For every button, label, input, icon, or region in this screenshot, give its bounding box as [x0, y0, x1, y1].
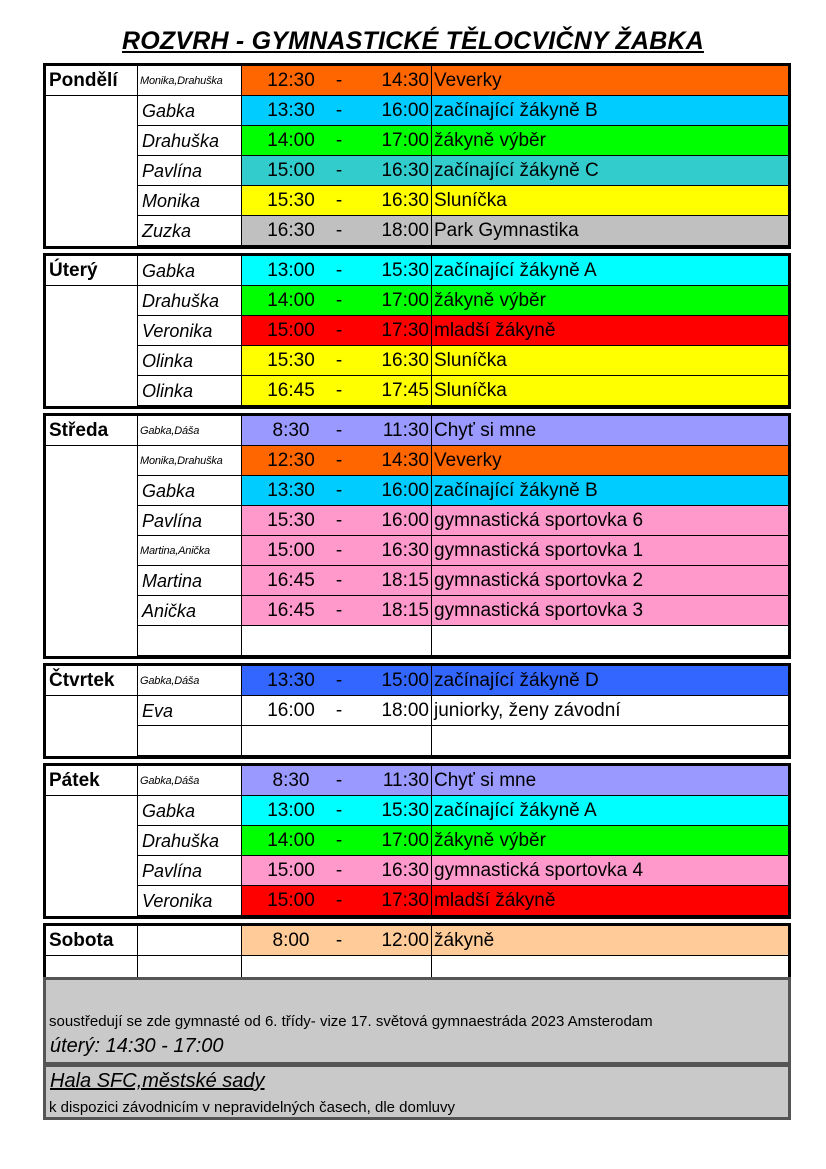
day-name [46, 726, 138, 756]
start-time [242, 626, 334, 655]
day-block [43, 763, 791, 919]
end-time: 16:00 [344, 506, 432, 535]
group-name [432, 726, 788, 755]
start-time: 14:00 [267, 130, 315, 151]
start-time: 16:30 [267, 220, 315, 241]
day-name [46, 566, 138, 596]
time-dash: - [335, 350, 343, 371]
start-time: 8:30 [272, 420, 310, 441]
end-time: 18:00 [344, 696, 432, 725]
schedule-row [46, 856, 788, 886]
group-name: gymnastická sportovka 2 [434, 570, 644, 591]
start-time: 15:30 [267, 190, 315, 211]
group-name: gymnastická sportovka 4 [434, 860, 644, 881]
session-bar [242, 96, 788, 126]
end-time: 16:00 [344, 96, 432, 125]
group-name: Chyť si mne [434, 420, 537, 441]
end-time: 17:45 [344, 376, 432, 405]
trainer-cell: Olinka [138, 346, 242, 376]
session-bar [242, 506, 788, 536]
group-name: Sluníčka [434, 380, 507, 401]
schedule-row [46, 316, 788, 346]
day-block [43, 63, 791, 249]
time-dash: - [335, 420, 343, 441]
day-name [46, 626, 138, 656]
day-name [46, 96, 138, 126]
session-bar [242, 346, 788, 376]
trainer-cell: Gabka [138, 256, 242, 286]
session-bar [242, 156, 788, 186]
end-time: 17:00 [344, 126, 432, 155]
schedule-row [46, 666, 788, 696]
trainer-cell: Martina,Anička [138, 536, 242, 566]
time-dash: - [335, 260, 343, 281]
start-time: 13:30 [267, 480, 315, 501]
trainer-cell [138, 726, 242, 756]
time-dash: - [335, 380, 343, 401]
trainer-cell: Monika,Drahuška [138, 66, 242, 96]
schedule-row [46, 536, 788, 566]
trainer-cell: Drahuška [138, 286, 242, 316]
day-name [46, 536, 138, 566]
time-dash: - [335, 290, 343, 311]
session-bar [242, 216, 788, 246]
day-name [46, 186, 138, 216]
trainer-cell: Drahuška [138, 826, 242, 856]
day-name: Sobota [46, 926, 138, 956]
time-dash: - [335, 130, 343, 151]
time-dash: - [335, 860, 343, 881]
start-time: 14:00 [267, 290, 315, 311]
session-bar [242, 126, 788, 156]
time-dash: - [335, 480, 343, 501]
start-time: 15:30 [267, 510, 315, 531]
trainer-cell: Gabka,Dáša [138, 416, 242, 446]
end-time: 18:00 [344, 216, 432, 245]
day-name [46, 286, 138, 316]
session-bar [242, 796, 788, 826]
session-bar [242, 186, 788, 216]
group-name: juniorky, ženy závodní [434, 700, 621, 721]
schedule-row [46, 476, 788, 506]
group-name: začínající žákyně A [434, 800, 597, 821]
session-bar [242, 626, 788, 656]
day-name [46, 216, 138, 246]
start-time [242, 726, 334, 755]
start-time: 13:30 [267, 100, 315, 121]
start-time: 15:30 [267, 350, 315, 371]
end-time: 15:30 [344, 796, 432, 825]
day-name [46, 886, 138, 916]
time-dash: - [335, 160, 343, 181]
session-bar [242, 856, 788, 886]
session-bar [242, 726, 788, 756]
time-dash: - [335, 890, 343, 911]
time-dash: - [335, 70, 343, 91]
end-time: 16:30 [344, 856, 432, 885]
session-bar [242, 566, 788, 596]
day-name [46, 796, 138, 826]
group-name: žákyně [434, 930, 495, 951]
schedule-row [46, 286, 788, 316]
session-bar [242, 596, 788, 626]
schedule-row [46, 96, 788, 126]
schedule-row [46, 416, 788, 446]
page-title: ROZVRH - GYMNASTICKÉ TĚLOCVIČNY ŽABKA [122, 27, 704, 55]
end-time [344, 626, 432, 655]
end-time: 18:15 [344, 566, 432, 595]
end-time: 17:00 [344, 286, 432, 315]
schedule-row [46, 626, 788, 656]
session-bar [242, 256, 788, 286]
trainer-cell: Eva [138, 696, 242, 726]
trainer-cell: Gabka [138, 96, 242, 126]
end-time: 17:00 [344, 826, 432, 855]
session-bar [242, 476, 788, 506]
end-time [344, 726, 432, 755]
end-time: 11:30 [344, 766, 432, 795]
end-time: 11:30 [344, 416, 432, 445]
trainer-cell: Gabka,Dáša [138, 766, 242, 796]
footer-note-box [43, 977, 791, 1065]
session-bar [242, 926, 788, 956]
schedule-row [46, 186, 788, 216]
session-bar [242, 66, 788, 96]
time-dash [334, 726, 344, 755]
time-dash: - [335, 600, 343, 621]
trainer-cell: Gabka [138, 796, 242, 826]
trainer-cell: Olinka [138, 376, 242, 406]
end-time: 17:30 [344, 316, 432, 345]
session-bar [242, 536, 788, 566]
start-time: 8:30 [272, 770, 310, 791]
start-time: 16:45 [267, 600, 315, 621]
trainer-cell: Gabka [138, 476, 242, 506]
end-time: 15:30 [344, 256, 432, 285]
group-name: začínající žákyně D [434, 670, 599, 691]
trainer-cell: Martina [138, 566, 242, 596]
session-bar [242, 766, 788, 796]
trainer-cell: Gabka,Dáša [138, 666, 242, 696]
group-name: začínající žákyně B [434, 480, 598, 501]
group-name: začínající žákyně C [434, 160, 599, 181]
time-dash: - [335, 930, 343, 951]
trainer-cell: Zuzka [138, 216, 242, 246]
group-name [432, 626, 788, 655]
schedule-row [46, 726, 788, 756]
end-time: 16:30 [344, 156, 432, 185]
trainer-cell [138, 626, 242, 656]
group-name: Veverky [434, 70, 502, 91]
schedule-row [46, 256, 788, 286]
end-time: 17:30 [344, 886, 432, 915]
trainer-cell: Veronika [138, 316, 242, 346]
day-name [46, 826, 138, 856]
group-name: žákyně výběr [434, 130, 546, 151]
start-time: 13:30 [267, 670, 315, 691]
schedule-row [46, 926, 788, 956]
end-time: 16:30 [344, 186, 432, 215]
day-name [46, 506, 138, 536]
group-name: mladší žákyně [434, 320, 556, 341]
group-name: žákyně výběr [434, 830, 546, 851]
session-bar [242, 316, 788, 346]
day-name: Čtvrtek [46, 666, 138, 696]
trainer-cell: Drahuška [138, 126, 242, 156]
time-dash: - [335, 190, 343, 211]
day-name [46, 446, 138, 476]
day-block [43, 253, 791, 409]
group-name: Veverky [434, 450, 502, 471]
schedule-row [46, 376, 788, 406]
schedule-row [46, 446, 788, 476]
trainer-cell: Pavlína [138, 156, 242, 186]
group-name: začínající žákyně B [434, 100, 598, 121]
day-name [46, 596, 138, 626]
group-name: Sluníčka [434, 350, 507, 371]
end-time: 12:00 [344, 926, 432, 955]
group-name: mladší žákyně [434, 890, 556, 911]
day-name [46, 476, 138, 506]
time-dash: - [335, 320, 343, 341]
session-bar [242, 696, 788, 726]
start-time: 15:00 [267, 160, 315, 181]
session-bar [242, 376, 788, 406]
trainer-cell: Monika,Drahuška [138, 446, 242, 476]
schedule-row [46, 66, 788, 96]
group-name: Sluníčka [434, 190, 507, 211]
time-dash: - [335, 830, 343, 851]
start-time: 12:30 [267, 450, 315, 471]
schedule-row [46, 796, 788, 826]
end-time: 16:30 [344, 536, 432, 565]
day-name [46, 316, 138, 346]
trainer-cell [138, 926, 242, 956]
day-name: Pátek [46, 766, 138, 796]
start-time: 16:45 [267, 570, 315, 591]
group-name: Chyť si mne [434, 770, 537, 791]
trainer-cell: Veronika [138, 886, 242, 916]
end-time: 15:00 [344, 666, 432, 695]
end-time: 16:30 [344, 346, 432, 375]
start-time: 16:45 [267, 380, 315, 401]
day-name [46, 856, 138, 886]
group-name: gymnastická sportovka 1 [434, 540, 644, 561]
schedule-row [46, 346, 788, 376]
session-bar [242, 286, 788, 316]
time-dash: - [335, 510, 343, 531]
day-name [46, 346, 138, 376]
schedule-row [46, 596, 788, 626]
start-time: 15:00 [267, 320, 315, 341]
start-time: 15:00 [267, 860, 315, 881]
schedule-row [46, 826, 788, 856]
trainer-cell: Pavlína [138, 856, 242, 886]
start-time: 15:00 [267, 540, 315, 561]
time-dash: - [335, 800, 343, 821]
start-time: 16:00 [267, 700, 315, 721]
session-bar [242, 826, 788, 856]
schedule-row [46, 156, 788, 186]
schedule-row [46, 506, 788, 536]
start-time: 13:00 [267, 260, 315, 281]
day-name [46, 376, 138, 406]
group-name: začínající žákyně A [434, 260, 597, 281]
schedule-row [46, 886, 788, 916]
end-time: 14:30 [344, 66, 432, 95]
footer-availability: k dispozici závodnicím v nepravidelných časech, dle domluvy [49, 1099, 456, 1116]
time-dash: - [335, 450, 343, 471]
day-block [43, 413, 791, 659]
schedule-row [46, 126, 788, 156]
footer-hall: Hala SFC,městské sady [50, 1070, 265, 1092]
schedule-row [46, 766, 788, 796]
start-time: 13:00 [267, 800, 315, 821]
start-time: 12:30 [267, 70, 315, 91]
group-name: gymnastická sportovka 3 [434, 600, 644, 621]
schedule-table [43, 63, 791, 989]
session-bar [242, 416, 788, 446]
group-name: žákyně výběr [434, 290, 546, 311]
day-name: Středa [46, 416, 138, 446]
day-block [43, 663, 791, 759]
group-name: gymnastická sportovka 6 [434, 510, 644, 531]
end-time: 14:30 [344, 446, 432, 475]
time-dash: - [335, 770, 343, 791]
time-dash: - [335, 220, 343, 241]
footer-hall-box [43, 1064, 791, 1120]
day-name [46, 156, 138, 186]
day-name: Úterý [46, 256, 138, 286]
day-name: Pondělí [46, 66, 138, 96]
session-bar [242, 666, 788, 696]
day-name [46, 126, 138, 156]
start-time: 8:00 [272, 930, 310, 951]
session-bar [242, 886, 788, 916]
trainer-cell: Anička [138, 596, 242, 626]
trainer-cell: Monika [138, 186, 242, 216]
time-dash: - [335, 540, 343, 561]
time-dash [334, 626, 344, 655]
group-name: Park Gymnastika [434, 220, 579, 241]
end-time: 18:15 [344, 596, 432, 625]
time-dash: - [335, 670, 343, 691]
schedule-row [46, 566, 788, 596]
end-time: 16:00 [344, 476, 432, 505]
schedule-row [46, 696, 788, 726]
day-name [46, 696, 138, 726]
footer-note: soustředují se zde gymnasté od 6. třídy- vize 17. světová gymnaestráda 2023 Amsterodam [49, 1013, 653, 1030]
time-dash: - [335, 570, 343, 591]
schedule-row [46, 216, 788, 246]
time-dash: - [335, 700, 343, 721]
footer-time: úterý: 14:30 - 17:00 [50, 1035, 224, 1057]
start-time: 14:00 [267, 830, 315, 851]
session-bar [242, 446, 788, 476]
time-dash: - [335, 100, 343, 121]
start-time: 15:00 [267, 890, 315, 911]
trainer-cell: Pavlína [138, 506, 242, 536]
